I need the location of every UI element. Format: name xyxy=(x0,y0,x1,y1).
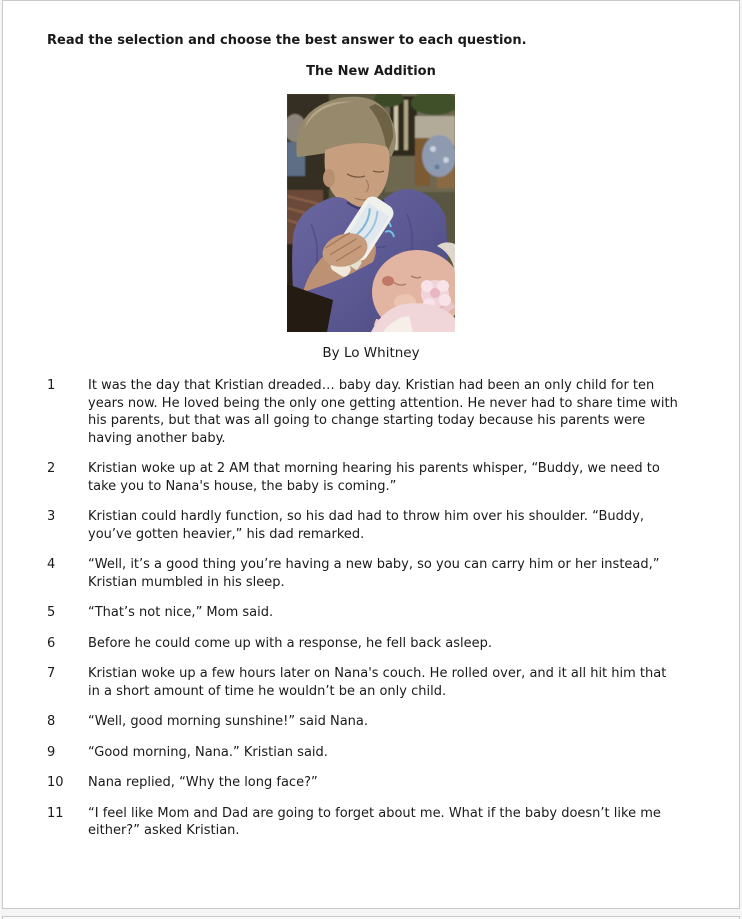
paragraph-text: Kristian could hardly function, so his dad had to throw him over his shoulder. “Buddy, you’ve gotten heavier,” his dad remarked. xyxy=(88,509,644,542)
passage-paragraphs xyxy=(47,377,695,840)
passage-page xyxy=(2,0,740,909)
paragraph-text: Kristian woke up at 2 AM that morning hearing his parents whisper, “Buddy, we need to take you to Nana's house, the baby is coming.” xyxy=(88,461,660,494)
paragraph-number: 7 xyxy=(47,666,56,681)
paragraph-text: Nana replied, “Why the long face?” xyxy=(88,775,318,790)
paragraph-row xyxy=(47,460,695,495)
paragraph-row xyxy=(47,774,695,792)
paragraph-row xyxy=(47,744,695,762)
passage-content xyxy=(3,33,739,840)
paragraph-number: 4 xyxy=(47,557,56,572)
paragraph-row xyxy=(47,665,695,700)
paragraph-number: 10 xyxy=(47,775,64,790)
paragraph-text: “Good morning, Nana.” Kristian said. xyxy=(88,744,328,760)
paragraph-row xyxy=(47,556,695,591)
paragraph-number: 3 xyxy=(47,509,56,524)
paragraph-number: 2 xyxy=(47,461,56,476)
paragraph-number: 8 xyxy=(47,714,56,729)
paragraph-number: 11 xyxy=(47,805,64,821)
instructions: Read the selection and choose the best answer to each question. xyxy=(47,33,527,48)
paragraph-text: “Well, it’s a good thing you’re having a new baby, so you can carry him or her instead,” Kristian mumbled in his sleep. xyxy=(88,557,660,590)
paragraph-row xyxy=(47,508,695,543)
paragraph-row xyxy=(47,604,695,622)
paragraph-text: Kristian woke up a few hours later on Nana's couch. He rolled over, and it all hit him that in a short amount of time he wouldn’t be an only child. xyxy=(88,666,667,699)
paragraph-row xyxy=(47,635,695,653)
boy-feeding-baby-illustration xyxy=(287,94,455,332)
paragraph-text: Before he could come up with a response, he fell back asleep. xyxy=(88,635,493,651)
paragraph-text: “Well, good morning sunshine!” said Nana. xyxy=(88,714,369,729)
paragraph-text: “That’s not nice,” Mom said. xyxy=(88,605,274,620)
paragraph-number: 1 xyxy=(47,378,56,393)
passage-title: The New Addition xyxy=(306,64,436,79)
paragraph-row xyxy=(47,377,695,447)
paragraph-number: 9 xyxy=(47,744,56,760)
paragraph-text: “I feel like Mom and Dad are going to forget about me. What if the baby doesn’t like me either?” asked Kristian. xyxy=(88,805,661,838)
byline: By Lo Whitney xyxy=(322,345,420,361)
paragraph-text: It was the day that Kristian dreaded… baby day. Kristian had been an only child for ten years now. He loved being the only one getting attention. He never had to share time with his parents, but that was all going to change starting today because his parents were having another baby. xyxy=(88,378,678,446)
passage-photo xyxy=(287,94,455,332)
paragraph-number: 5 xyxy=(47,605,56,620)
paragraph-number: 6 xyxy=(47,635,56,651)
paragraph-row xyxy=(47,805,695,840)
paragraph-row xyxy=(47,713,695,731)
